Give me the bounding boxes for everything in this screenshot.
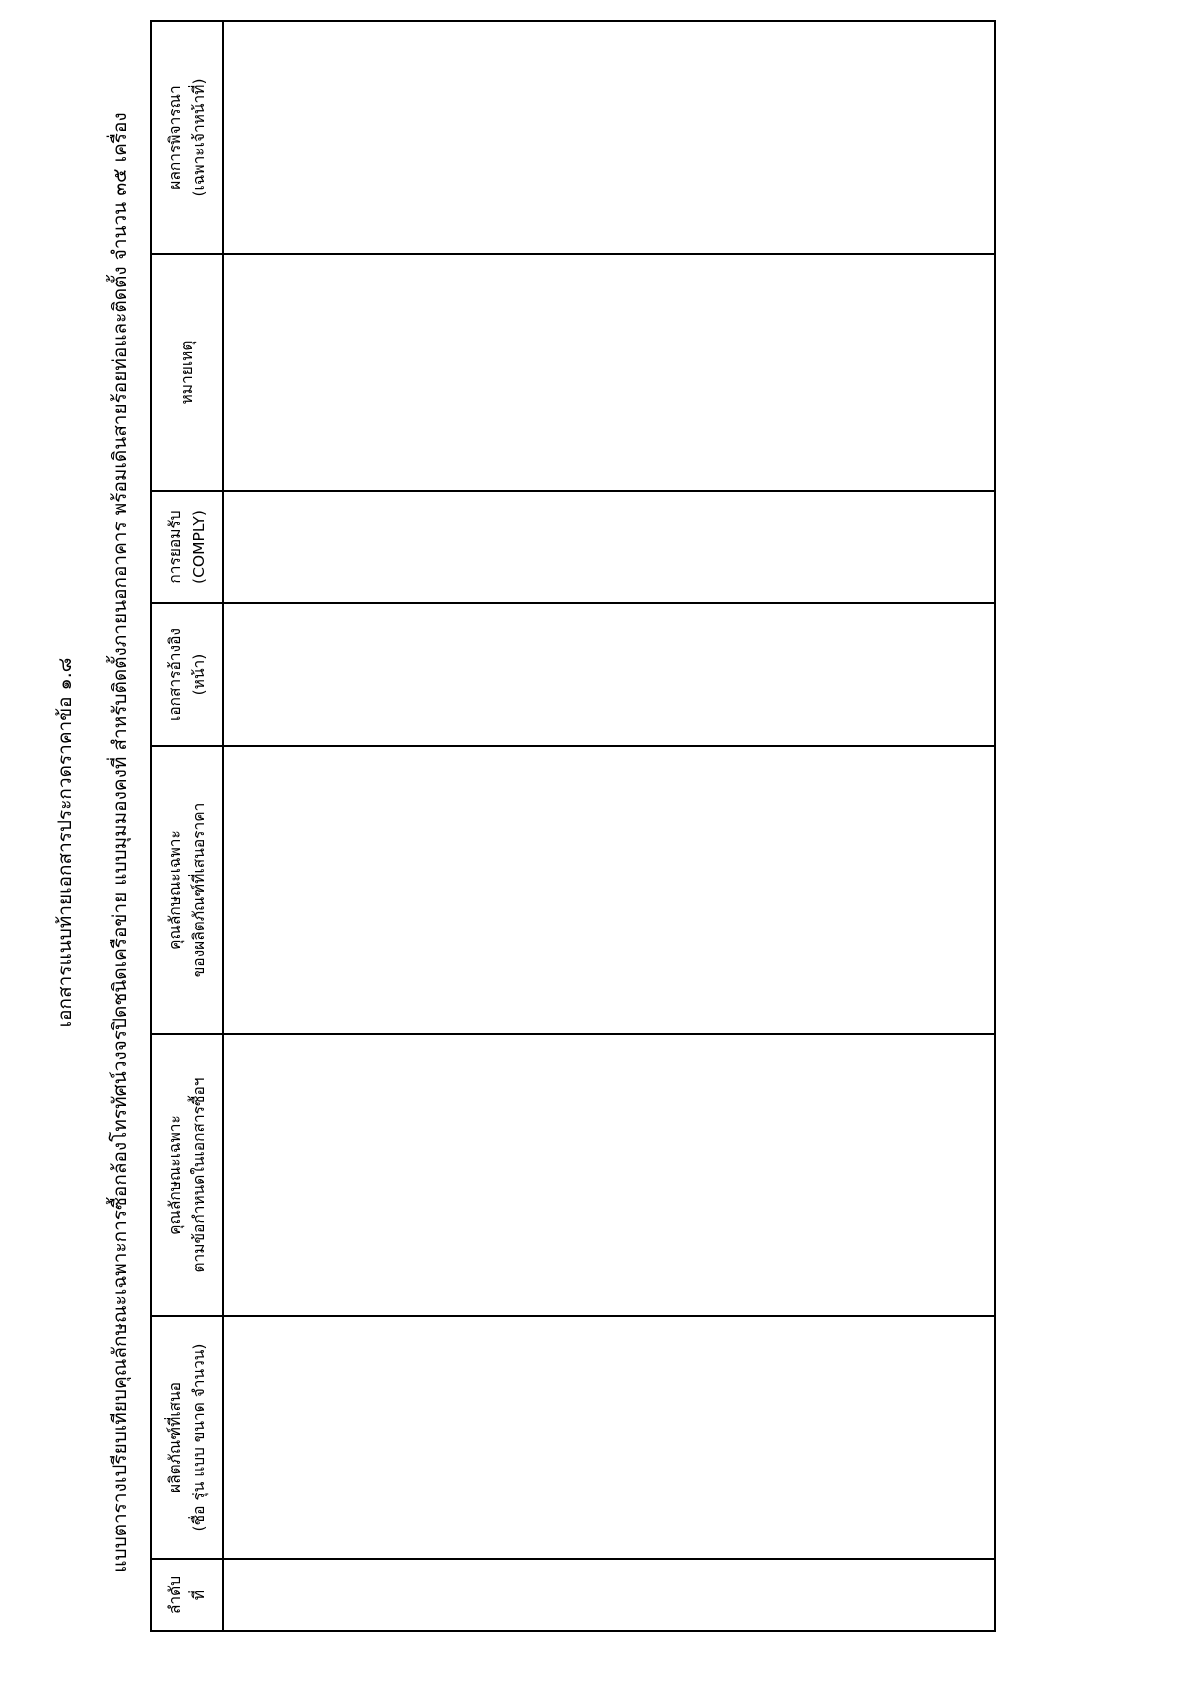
header-line: ลำดับ <box>165 1575 184 1615</box>
header-line: ของผลิตภัณฑ์ที่เสนอราคา <box>190 802 208 978</box>
document-title: เอกสารแนบท้ายเอกสารประกวดราคาข้อ ๑.๘ <box>54 657 76 1028</box>
header-comply <box>151 491 223 603</box>
table-row <box>223 21 995 1631</box>
header-offered-spec <box>151 746 223 1034</box>
header-remarks <box>151 254 223 491</box>
header-line: หมายเหตุ <box>177 340 196 405</box>
cell-offered-product <box>223 1316 995 1559</box>
header-line: (หน้า) <box>190 653 208 696</box>
cell-item-number <box>223 1559 995 1631</box>
header-line: คุณลักษณะเฉพาะ <box>165 830 184 950</box>
table-header-row <box>151 21 223 1631</box>
cell-required-spec <box>223 1034 995 1316</box>
header-line: ผลิตภัณฑ์ที่เสนอ <box>165 1382 184 1493</box>
cell-comply <box>223 491 995 603</box>
header-line: เอกสารอ้างอิง <box>165 628 184 721</box>
header-line: (COMPLY) <box>190 510 208 584</box>
cell-reference-document <box>223 603 995 746</box>
cell-remarks <box>223 254 995 491</box>
header-line: (ชื่อ รุ่น แบบ ขนาด จำนวน) <box>190 1343 208 1532</box>
header-line: (เฉพาะเจ้าหน้าที่) <box>190 78 208 197</box>
header-line: ผลการพิจารณา <box>165 85 184 190</box>
header-evaluation-result <box>151 21 223 254</box>
document-subtitle: แบบตารางเปรียบเทียบคุณลักษณะเฉพาะการซื้อกล้องโทรทัศน์วงจรปิดชนิดเครือข่าย แบบมุมมองคงที่ สำหรับติดตั้งภายนอกอาคาร พร้อมเดินสายร้อยท่อและติดตั้ง จำนวน ๓๕ เครื่อง <box>109 112 131 1573</box>
header-line: การยอมรับ <box>165 510 184 584</box>
cell-evaluation-result <box>223 21 995 254</box>
header-reference-document <box>151 603 223 746</box>
comparison-table <box>150 20 996 1632</box>
header-line: ที่ <box>190 1589 208 1601</box>
header-offered-product <box>151 1316 223 1559</box>
header-line: คุณลักษณะเฉพาะ <box>165 1115 184 1235</box>
header-required-spec <box>151 1034 223 1316</box>
header-line: ตามข้อกำหนดในเอกสารซื้อฯ <box>190 1077 208 1273</box>
cell-offered-spec <box>223 746 995 1034</box>
header-item-number <box>151 1559 223 1631</box>
